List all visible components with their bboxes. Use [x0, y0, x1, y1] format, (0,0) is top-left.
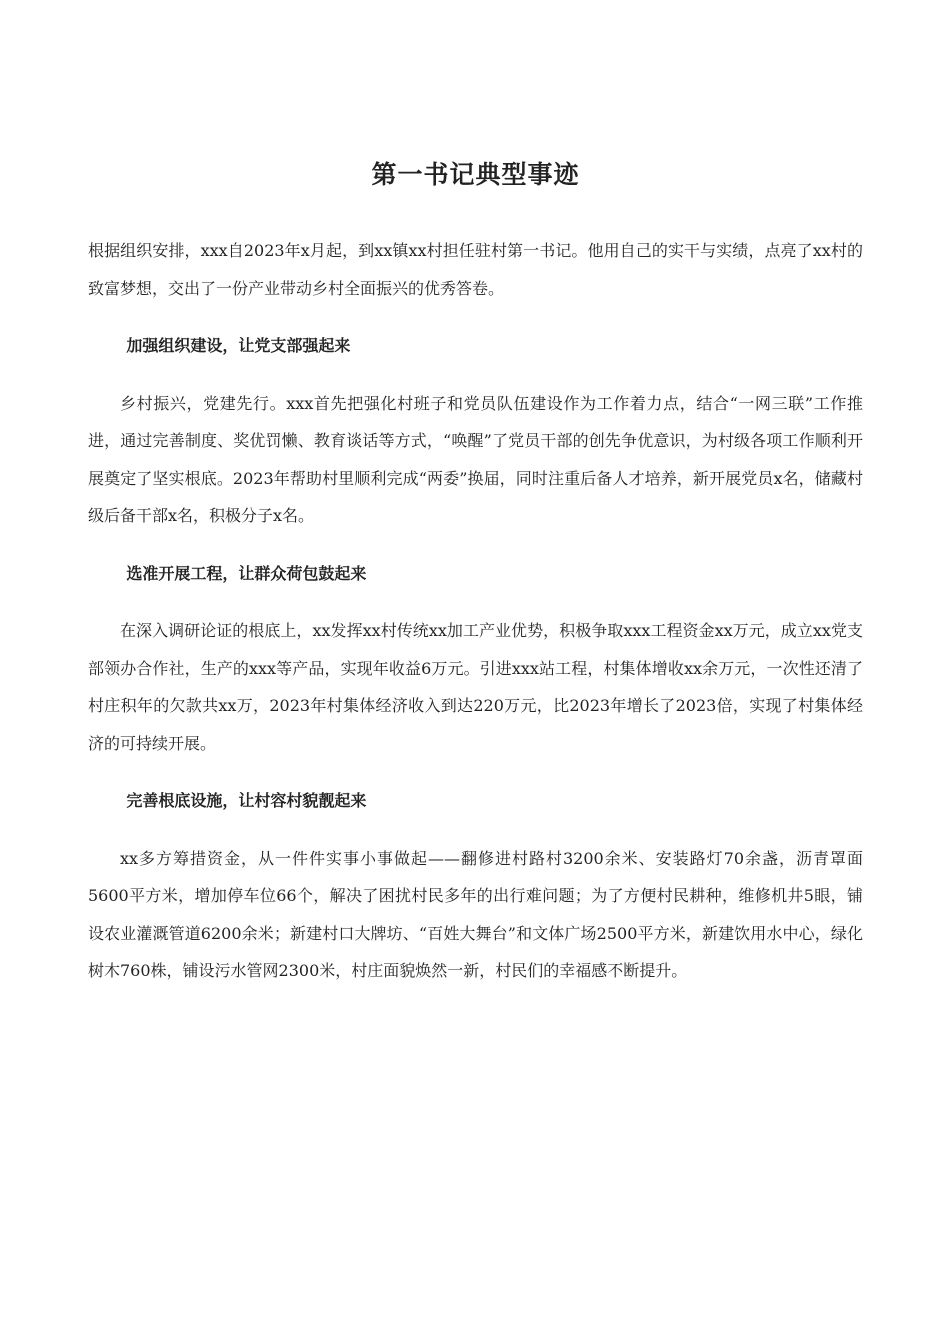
- section-heading-3: 完善根底设施，让村容村貌靓起来: [126, 791, 367, 810]
- document-page: [88, 150, 863, 990]
- intro-paragraph: 根据组织安排，xxx自2023年x月起，到xx镇xx村担任驻村第一书记。他用自己的实干与实绩，点亮了xx村的致富梦想，交出了一份产业带动乡村全面振兴的优秀答卷。: [88, 241, 863, 298]
- document-title: 第一书记典型事迹: [371, 160, 580, 189]
- section-heading-1: 加强组织建设，让党支部强起来: [126, 336, 351, 355]
- section-body-3: xx多方筹措资金，从一件件实事小事做起——翻修进村路村3200余米、安装路灯70余盏，沥青罩面5600平方米，增加停车位66个，解决了困扰村民多年的出行难问题；为了方便村民耕种，维修机井5眼，铺设农业灌溉管道6200余米；新建村口大牌坊、“百姓大舞台”和文体广场2500平方米，新建饮用水中心，绿化树木760株，铺设污水管网2300米，村庄面貌焕然一新，村民们的幸福感不断提升。: [88, 848, 863, 980]
- section-body-1: 乡村振兴，党建先行。xxx首先把强化村班子和党员队伍建设作为工作着力点，结合“一网三联”工作推进，通过完善制度、奖优罚懒、教育谈话等方式，“唤醒”了党员干部的创先争优意识，为村级各项工作顺利开展奠定了坚实根底。2023年帮助村里顺利完成“两委”换届，同时注重后备人才培养，新开展党员x名，储藏村级后备干部x名，积极分子x名。: [88, 393, 863, 525]
- section-heading-2: 选准开展工程，让群众荷包鼓起来: [126, 563, 367, 583]
- section-body-2: 在深入调研论证的根底上，xx发挥xx村传统xx加工产业优势，积极争取xxx工程资金xx万元，成立xx党支部领办合作社，生产的xxx等产品，实现年收益6万元。引进xxx站工程，村集体增收xx余万元，一次性还清了村庄积年的欠款共xx万，2023年村集体经济收入到达220万元，比2023年增长了2023倍，实现了村集体经济的可持续开展。: [88, 621, 863, 753]
